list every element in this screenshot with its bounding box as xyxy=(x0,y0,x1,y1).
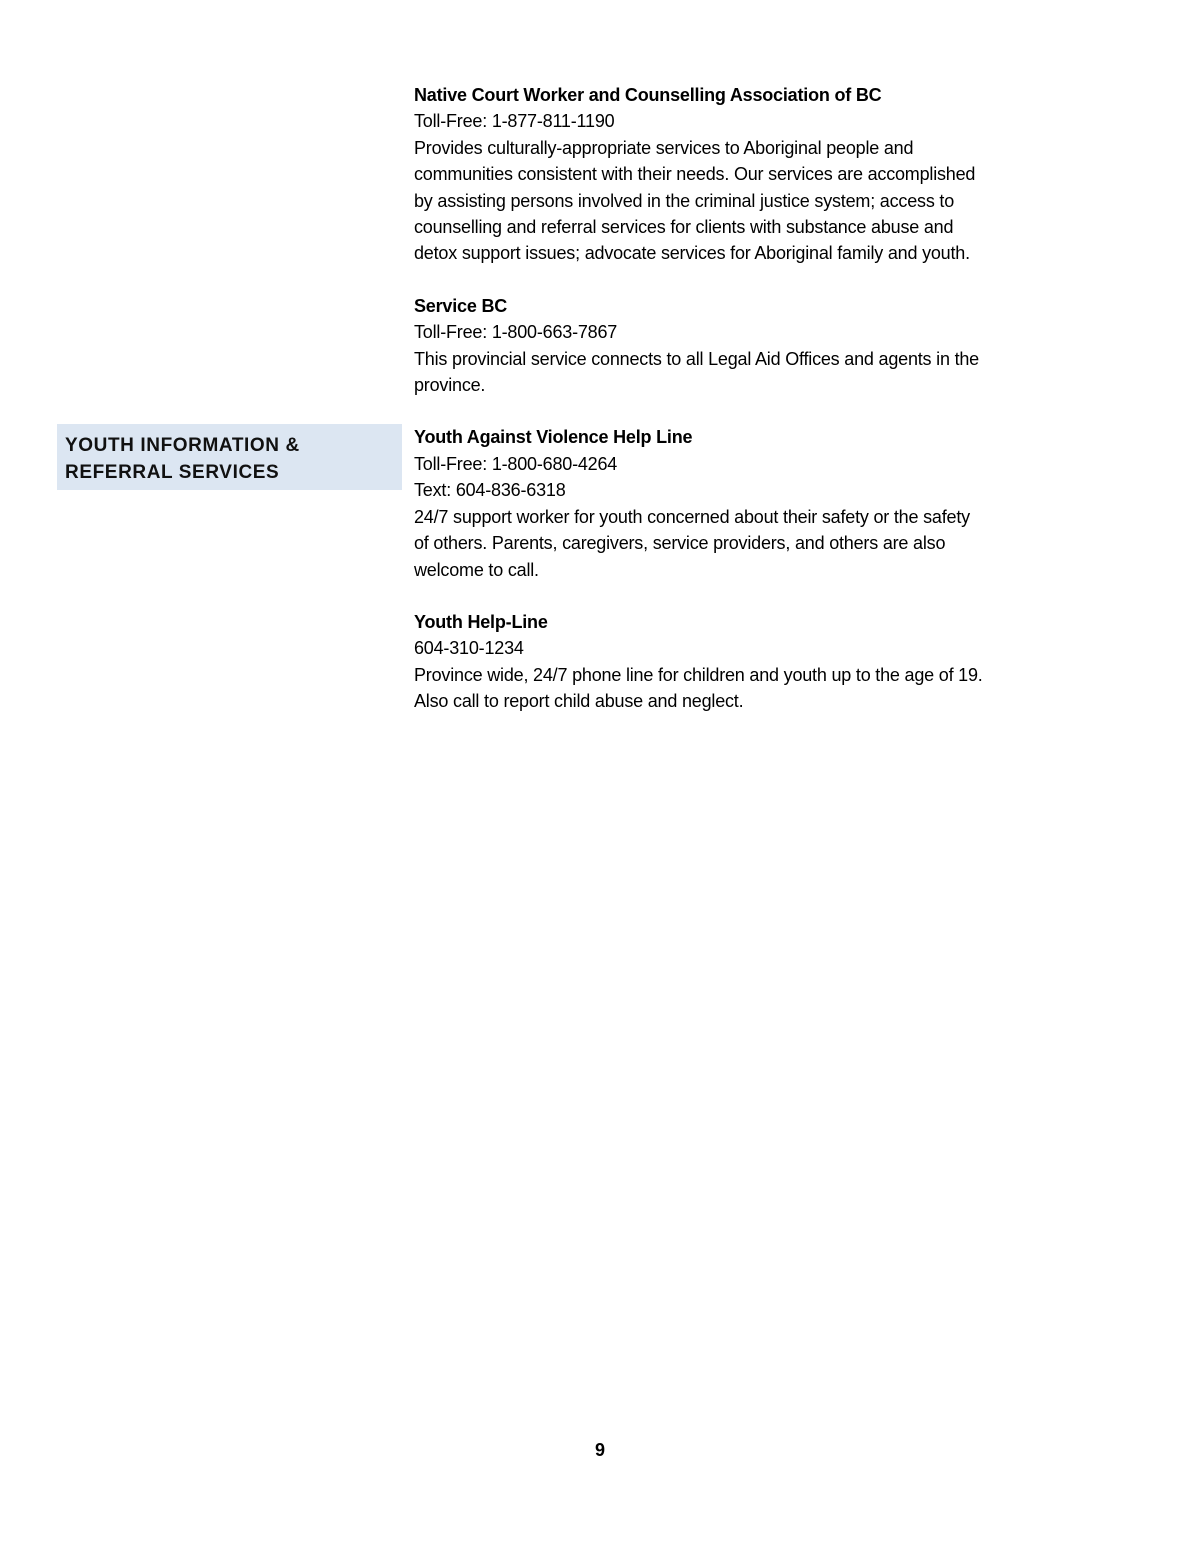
entry-spacer xyxy=(414,267,1074,293)
entry-name: Youth Help-Line xyxy=(414,611,548,632)
entry-phone: Toll-Free: 1-877-811-1190 xyxy=(414,111,615,132)
section-heading-box xyxy=(57,424,402,490)
page-number: 9 xyxy=(594,1440,605,1460)
entry-phone: Toll-Free: 1-800-680-4264 xyxy=(414,453,618,474)
entry-name: Native Court Worker and Counselling Association of BC xyxy=(414,85,882,105)
entry-youth-help-line xyxy=(414,609,1074,715)
entry-name: Youth Against Violence Help Line xyxy=(414,427,693,448)
entry-description-line: Province wide, 24/7 phone line for children and youth up to the age of 19. xyxy=(414,664,983,685)
entry-phone: Toll-Free: 1-800-663-7867 xyxy=(414,322,618,343)
entry-spacer xyxy=(414,583,1074,609)
entry-description-line: province. xyxy=(414,375,486,396)
entry-name: Service BC xyxy=(414,295,508,316)
entry-native-court-worker xyxy=(414,82,1074,267)
entry-description-line: Also call to report child abuse and neglect. xyxy=(414,691,744,712)
entry-phone: 604-310-1234 xyxy=(414,638,524,659)
section-heading-line-1: YOUTH INFORMATION & xyxy=(65,435,300,456)
entry-description-line: of others. Parents, caregivers, service providers, and others are also xyxy=(414,533,946,554)
entry-text-number: Text: 604-836-6318 xyxy=(414,480,566,501)
entry-service-bc xyxy=(414,293,1074,399)
entry-description-line: communities consistent with their needs. Our services are accomplished xyxy=(414,164,976,185)
directory-entries xyxy=(414,82,1074,715)
entry-description-line: This provincial service connects to all Legal Aid Offices and agents in the xyxy=(414,348,979,369)
entry-description-line: welcome to call. xyxy=(414,559,539,580)
entry-description-line: Provides culturally-appropriate services to Aboriginal people and xyxy=(414,137,914,158)
entry-description-line: counselling and referral services for clients with substance abuse and xyxy=(414,217,954,238)
entry-description-line: by assisting persons involved in the criminal justice system; access to xyxy=(414,190,955,211)
entry-spacer xyxy=(414,398,1074,424)
entry-youth-against-violence xyxy=(414,424,1074,582)
section-heading-line-2: REFERRAL SERVICES xyxy=(65,462,280,483)
entry-description-line: detox support issues; advocate services for Aboriginal family and youth. xyxy=(414,243,970,264)
entry-description-line: 24/7 support worker for youth concerned about their safety or the safety xyxy=(414,506,970,527)
